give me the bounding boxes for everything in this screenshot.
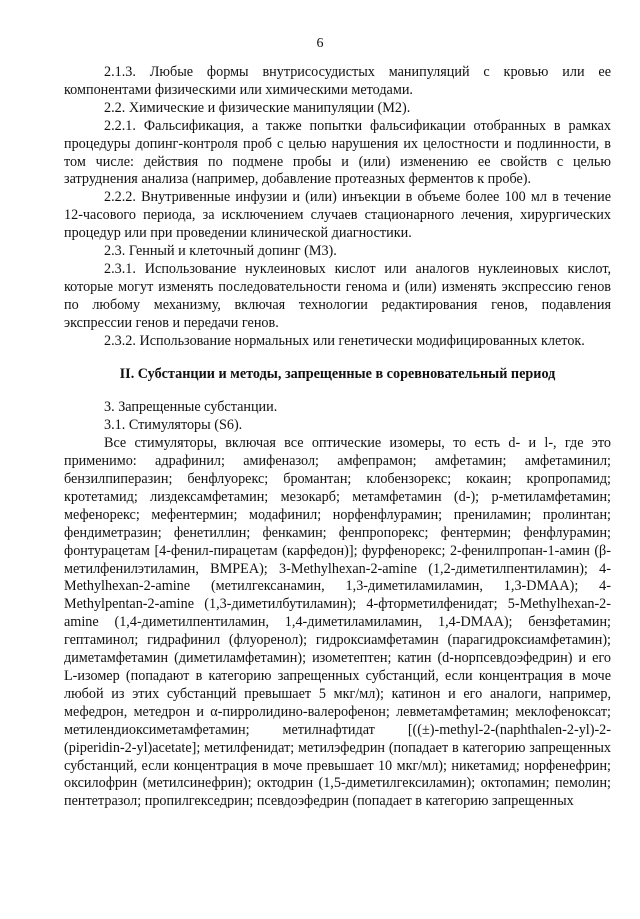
paragraph-stimulants-list: Все стимуляторы, включая все оптические изомеры, то есть d- и l-, где это применимо: адрафинил; амифеназол; амфепрамон; амфетамин; амфетаминил; бензилпиперазин; бенфлуорекс; бромантан; клобензорекс; кокаин; кропропамид; кротетамид; лиздексамфетамин; мезокарб; метамфетамин (d-); p-метиламфетамин; мефенорекс; мефентермин; модафинил; норфенфлурамин; прениламин; пролинтан; фендиметразин; фенетиллин; фенкамин; фенпропорекс; фентермин; фенфлурамин; фонтурацетам [4-фенил-пирацетам (карфедон)]; фурфенорекс; 2-фенилпропан-1-амин (β-метилфенилэтиламин, BMPEA); 3-Methylhexan-2-amine (1,2-диметилпентиламин); 4-Methylhexan-2-amine (метилгексанамин, 1,3-диметиламиламин, 1,3-DMAA); 4-Methylpentan-2-amine (1,3-диметилбутиламин); 4-фторметилфенидат; 5-Methylhexan-2-amine (1,4-диметилпентиламин, 1,4-диметиламиламин, 1,4-DMAA); бензфетамин; гептаминол; гидрафинил (флуоренол); гидроксиамфетамин (парагидроксиамфетамин); диметамфетамин (диметиламфетамин); изометептен; катин (d-норпсевдоэфедрин) и его L-изомер (попадают в категорию запрещенных субстанций, если концентрация в моче любой из этих субстанций превышает 5 мкг/мл); катинон и его аналоги, например, мефедрон, метедрон и α-пирролидино-валерофенон; левметамфетамин; меклофеноксат; метилендиоксиметамфетамин; метилнафтидат [((±)-methyl-2-(naphthalen-2-yl)-2-(piperidin-2-yl)acetate]; метилфенидат; метилэфедрин (попадает в категорию запрещенных субстанций, если концентрация в моче превышает 10 мкг/мл); никетамид; норфенефрин; оксилофрин (метилсинефрин); октодрин (1,5-диметилгексиламин); октопамин; пемолин; пентетразол; пропилгекседрин; псевдоэфедрин (попадает в категорию запрещенных (64, 435, 611, 810)
paragraph-2-3-2: 2.3.2. Использование нормальных или генетически модифицированных клеток. (104, 332, 585, 349)
paragraph-2-1-3: 2.1.3. Любые формы внутрисосудистых манипуляций с кровью или ее компонентами физическими или химическими методами. (64, 64, 611, 98)
paragraph-2-3-1: 2.3.1. Использование нуклеиновых кислот или аналогов нуклеиновых кислот, которые могут изменять последовательности генома и (или) изменять экспрессию генов по любому механизму, включая технологии редактирования генов, подавления экспрессии генов и передачи генов. (64, 260, 611, 331)
page-number: 6 (316, 36, 324, 51)
paragraph-2-2: 2.2. Химические и физические манипуляции (М2). (104, 99, 411, 116)
paragraph-2-2-1: 2.2.1. Фальсификация, а также попытки фальсификации отобранных в рамках процедуры допинг-контроля проб с целью нарушения их целостности и подлинности, в том числе: действия по подмене пробы и (или) изменению ее свойств с целью затруднения анализа (например, добавление протеазных ферментов к пробе). (64, 117, 611, 188)
paragraph-2-2-2: 2.2.2. Внутривенные инфузии и (или) инъекции в объеме более 100 мл в течение 12-часового периода, за исключением случаев стационарного лечения, хирургических процедур или при проведении клинической диагностики. (64, 189, 611, 242)
paragraph-3-1: 3.1. Стимуляторы (S6). (104, 417, 243, 434)
document-body (64, 64, 611, 811)
section-heading: II. Субстанции и методы, запрещенные в соревновательный период (119, 365, 556, 382)
paragraph-3: 3. Запрещенные субстанции. (104, 399, 278, 416)
paragraph-2-3: 2.3. Генный и клеточный допинг (М3). (104, 243, 337, 260)
